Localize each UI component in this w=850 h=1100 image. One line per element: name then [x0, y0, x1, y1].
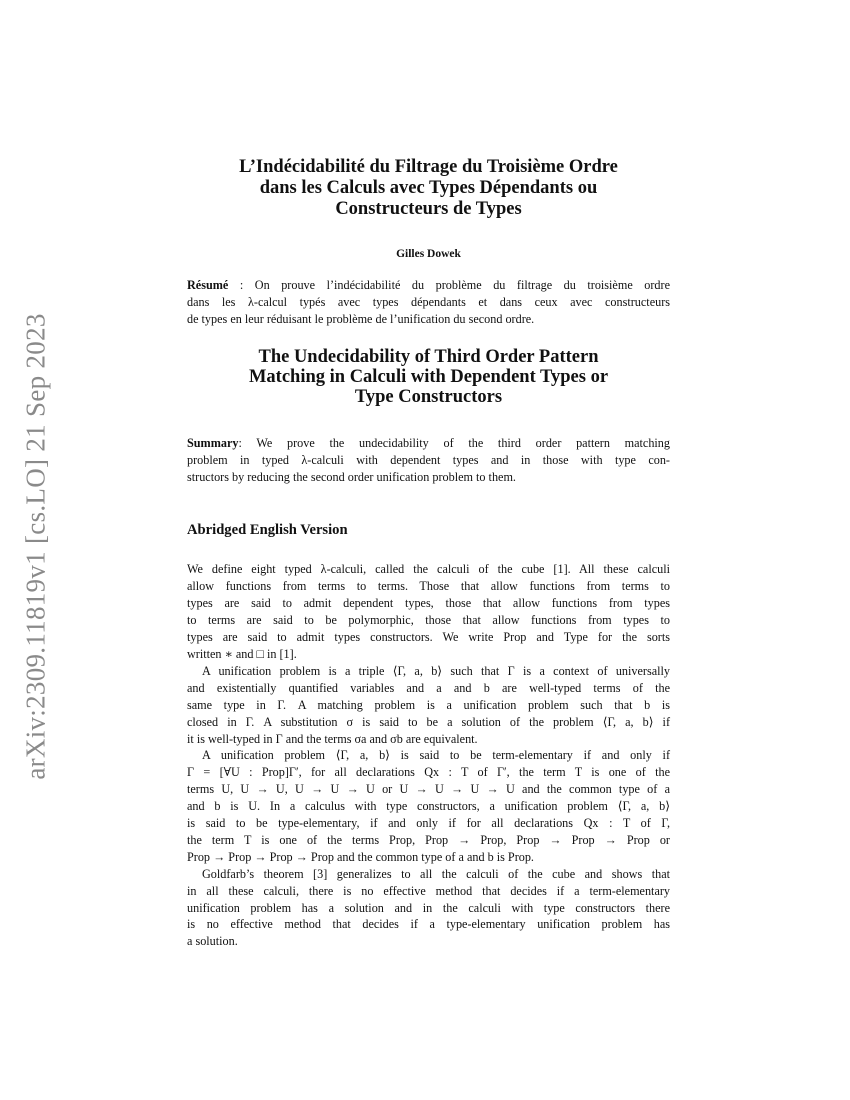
- p3-line: and b is U. In a calculus with type constructors, a unification problem ⟨Γ, a, b⟩: [187, 799, 670, 814]
- french-title: [187, 150, 670, 220]
- p3-line: A unification problem ⟨Γ, a, b⟩ is said to be term-elementary if and only if: [202, 748, 670, 763]
- p1-line: written ∗ and □ in [1].: [187, 646, 297, 661]
- p1-line: types are said to admit types constructors. We write Prop and Type for the sorts: [187, 630, 670, 645]
- paragraph-1: [187, 561, 670, 662]
- summary-abstract: [187, 435, 670, 486]
- summary-line-1: [187, 435, 670, 452]
- french-title-line: L’Indécidabilité du Filtrage du Troisième Ordre: [239, 157, 618, 177]
- p4-line: is no effective method that decides if a type-elementary unification problem has: [187, 917, 670, 932]
- paper-page: [187, 150, 670, 950]
- summary-line: structors by reducing the second order unification problem to them.: [187, 469, 516, 484]
- french-title-line: Constructeurs de Types: [335, 199, 522, 219]
- p2-line: same type in Γ. A matching problem is a unification problem such that b is: [187, 697, 670, 712]
- p4-line: Goldfarb’s theorem [3] generalizes to all the calculi of the cube and shows that: [202, 866, 670, 881]
- p4-line: a solution.: [187, 934, 238, 949]
- p2-line: and existentially quantified variables and a and b are well-typed terms of the: [187, 680, 670, 695]
- english-title-line: Type Constructors: [354, 386, 503, 407]
- p1-line: allow functions from terms to terms. Those that allow functions from terms to: [187, 579, 670, 594]
- english-title-line: Matching in Calculi with Dependent Types or: [248, 366, 609, 387]
- p1-line: types are said to admit dependent types, those that allow functions from types: [187, 596, 670, 611]
- p3-line: is said to be type-elementary, if and only if for all declarations Qx : T of Γ,: [187, 816, 670, 831]
- paragraph-4: [187, 866, 670, 951]
- p1-line: to terms are said to be polymorphic, those that allow functions from types to: [187, 613, 670, 628]
- p3-line: Prop → Prop → Prop → Prop and the common type of a and b is Prop.: [187, 849, 534, 864]
- p1-line: We define eight typed λ-calculi, called the calculi of the cube [1]. All these calculi: [187, 562, 670, 577]
- p3-line: Γ = [∀U : Prop]Γ′, for all declarations Qx : T of Γ′, the term T is one of the: [187, 765, 670, 780]
- resume-line: de types en leur réduisant le problème de l’unification du second ordre.: [187, 311, 535, 326]
- summary-text: : We prove the undecidability of the third order pattern matching: [238, 435, 670, 450]
- resume-label: Résumé: [187, 278, 229, 292]
- french-title-line: dans les Calculs avec Types Dépendants ou: [259, 178, 598, 198]
- arxiv-stamp-text: arXiv:2309.11819v1 [cs.LO] 21 Sep 2023: [20, 312, 51, 780]
- paragraph-3: [187, 747, 670, 865]
- p4-line: unification problem has a solution and in the calculi with type constructors there: [187, 900, 670, 915]
- summary-label: Summary: [187, 435, 239, 450]
- p2-line: closed in Γ. A substitution σ is said to be a solution of the problem ⟨Γ, a, b⟩ if: [187, 714, 670, 729]
- resume-line: dans les λ-calcul typés avec types dépendants et dans ceux avec constructeurs: [187, 294, 670, 309]
- resume-abstract: [187, 277, 670, 328]
- resume-text: : On prouve l’indécidabilité du problème du filtrage du troisième ordre: [228, 278, 670, 292]
- section-heading: Abridged English Version: [187, 522, 348, 539]
- paragraph-2: [187, 663, 670, 748]
- resume-line-1: [187, 277, 670, 294]
- p4-line: in all these calculi, there is no effective method that decides if a term-elementary: [187, 883, 670, 898]
- arxiv-stamp: [6, 0, 66, 1100]
- p3-line: the term T is one of the terms Prop, Prop → Prop, Prop → Prop → Prop or: [187, 832, 670, 847]
- p2-line: it is well-typed in Γ and the terms σa and σb are equivalent.: [187, 731, 478, 746]
- body-text: [187, 561, 670, 950]
- summary-line: problem in typed λ-calculi with dependent types and in those with type con-: [187, 452, 670, 467]
- p2-line: A unification problem is a triple ⟨Γ, a, b⟩ such that Γ is a context of universally: [202, 663, 670, 678]
- p3-line: terms U, U → U, U → U → U or U → U → U → U and the common type of a: [187, 782, 670, 797]
- english-title-line: The Undecidability of Third Order Pattern: [258, 346, 599, 367]
- english-title: [187, 347, 670, 407]
- author: Gilles Dowek: [396, 248, 461, 260]
